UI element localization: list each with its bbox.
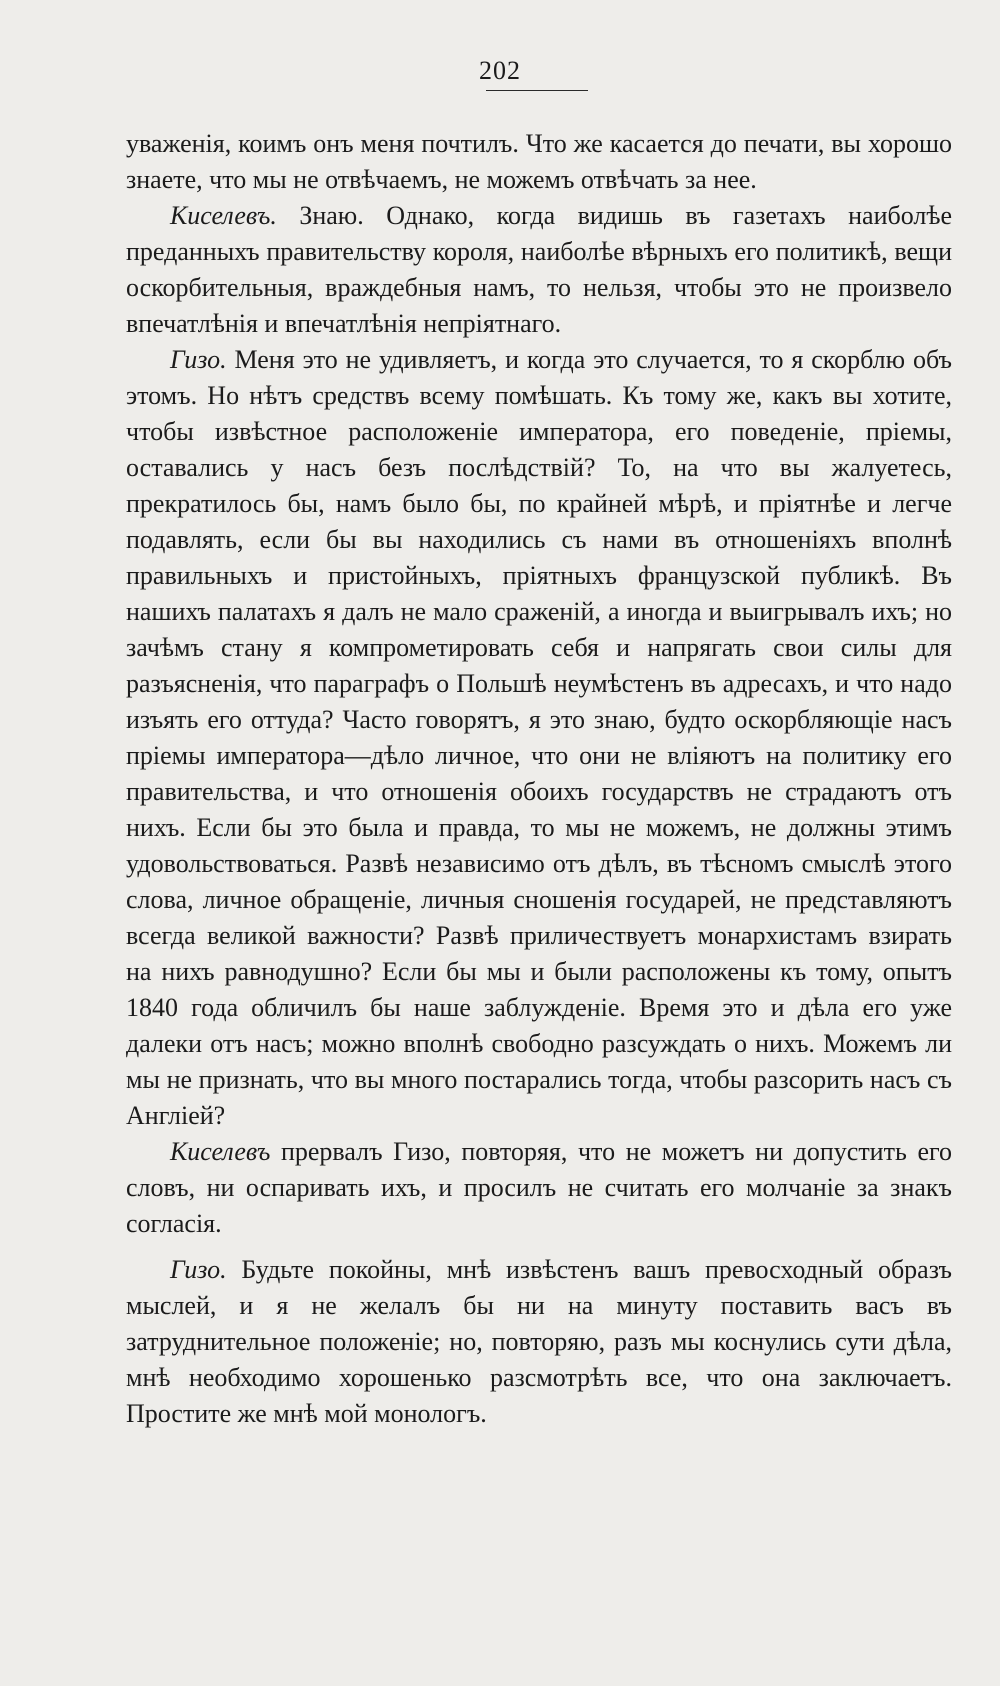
paragraph bbox=[126, 198, 952, 342]
paragraph bbox=[126, 342, 952, 1134]
speaker-name: Киселевъ bbox=[170, 1137, 271, 1166]
page-number: 202 bbox=[479, 56, 521, 85]
paragraph bbox=[126, 126, 952, 198]
paragraph-text: прервалъ Гизо, повторяя, что не можетъ ни допустить его словъ, ни оспаривать ихъ, и просилъ не считать его молчаніе за знакъ согласія. bbox=[126, 1137, 952, 1238]
header-rule bbox=[486, 90, 588, 91]
body-text bbox=[126, 126, 952, 1432]
speaker-name: Гизо. bbox=[170, 345, 227, 374]
speaker-name: Гизо. bbox=[170, 1255, 227, 1284]
paragraph bbox=[126, 1252, 952, 1432]
paragraph-text: Знаю. Однако, когда видишь въ газетахъ наиболѣе преданныхъ правительству короля, наиболѣе вѣрныхъ его политикѣ, вещи оскорбительныя, враждебныя намъ, то нельзя, чтобы это не произвело впечатлѣнія и впечатлѣнія непріятнаго. bbox=[126, 201, 952, 338]
paragraph-text: Меня это не удивляетъ, и когда это случается, то я скорблю объ этомъ. Но нѣтъ средствъ всему помѣшать. Къ тому же, какъ вы хотите, чтобы извѣстное расположеніе императора, его поведеніе, пріемы, оставались у насъ безъ послѣдствій? То, на что вы жалуетесь, прекратилось бы, намъ было бы, по крайней мѣрѣ, и пріятнѣе и легче подавлять, если бы вы находились съ нами въ отношеніяхъ вполнѣ правильныхъ и пристойныхъ, пріятныхъ французской публикѣ. Въ нашихъ палатахъ я далъ не мало сраженій, а иногда и выигрывалъ ихъ; но зачѣмъ стану я компрометировать себя и напрягать свои силы для разъясненія, что параграфъ о Польшѣ неумѣстенъ въ адресахъ, и что надо изъять его оттуда? Часто говорятъ, я это знаю, будто оскорбляющіе насъ пріемы императора—дѣло личное, что они не вліяютъ на политику его правительства, и что отношенія обоихъ государствъ не страдаютъ отъ нихъ. Если бы это была и правда, то мы не можемъ, не должны этимъ удовольствоваться. Развѣ независимо отъ дѣлъ, въ тѣсномъ смыслѣ этого слова, личное обращеніе, личныя сношенія государей, не представляютъ всегда великой важности? Развѣ приличествуетъ монархистамъ взирать на нихъ равнодушно? Если бы мы и были расположены къ тому, опытъ 1840 года обличилъ бы наше заблужденіе. Время это и дѣла его уже далеки отъ насъ; можно вполнѣ свободно разсуждать о нихъ. Можемъ ли мы не признать, что вы много постарались тогда, чтобы разсорить насъ съ Англіей? bbox=[126, 345, 952, 1130]
paragraph-text: Будьте покойны, мнѣ извѣстенъ вашъ превосходный образъ мыслей, и я не желалъ бы ни на минуту поставить васъ въ затруднительное положеніе; но, повторяю, разъ мы коснулись сути дѣла, мнѣ необходимо хорошенько разсмотрѣть все, что она заключаетъ. Простите же мнѣ мой монологъ. bbox=[126, 1255, 952, 1428]
paragraph bbox=[126, 1134, 952, 1242]
speaker-name: Киселевъ. bbox=[170, 201, 277, 230]
paragraph-text: уваженія, коимъ онъ меня почтилъ. Что же касается до печати, вы хорошо знаете, что мы не отвѣчаемъ, не можемъ отвѣчать за нее. bbox=[126, 129, 952, 194]
